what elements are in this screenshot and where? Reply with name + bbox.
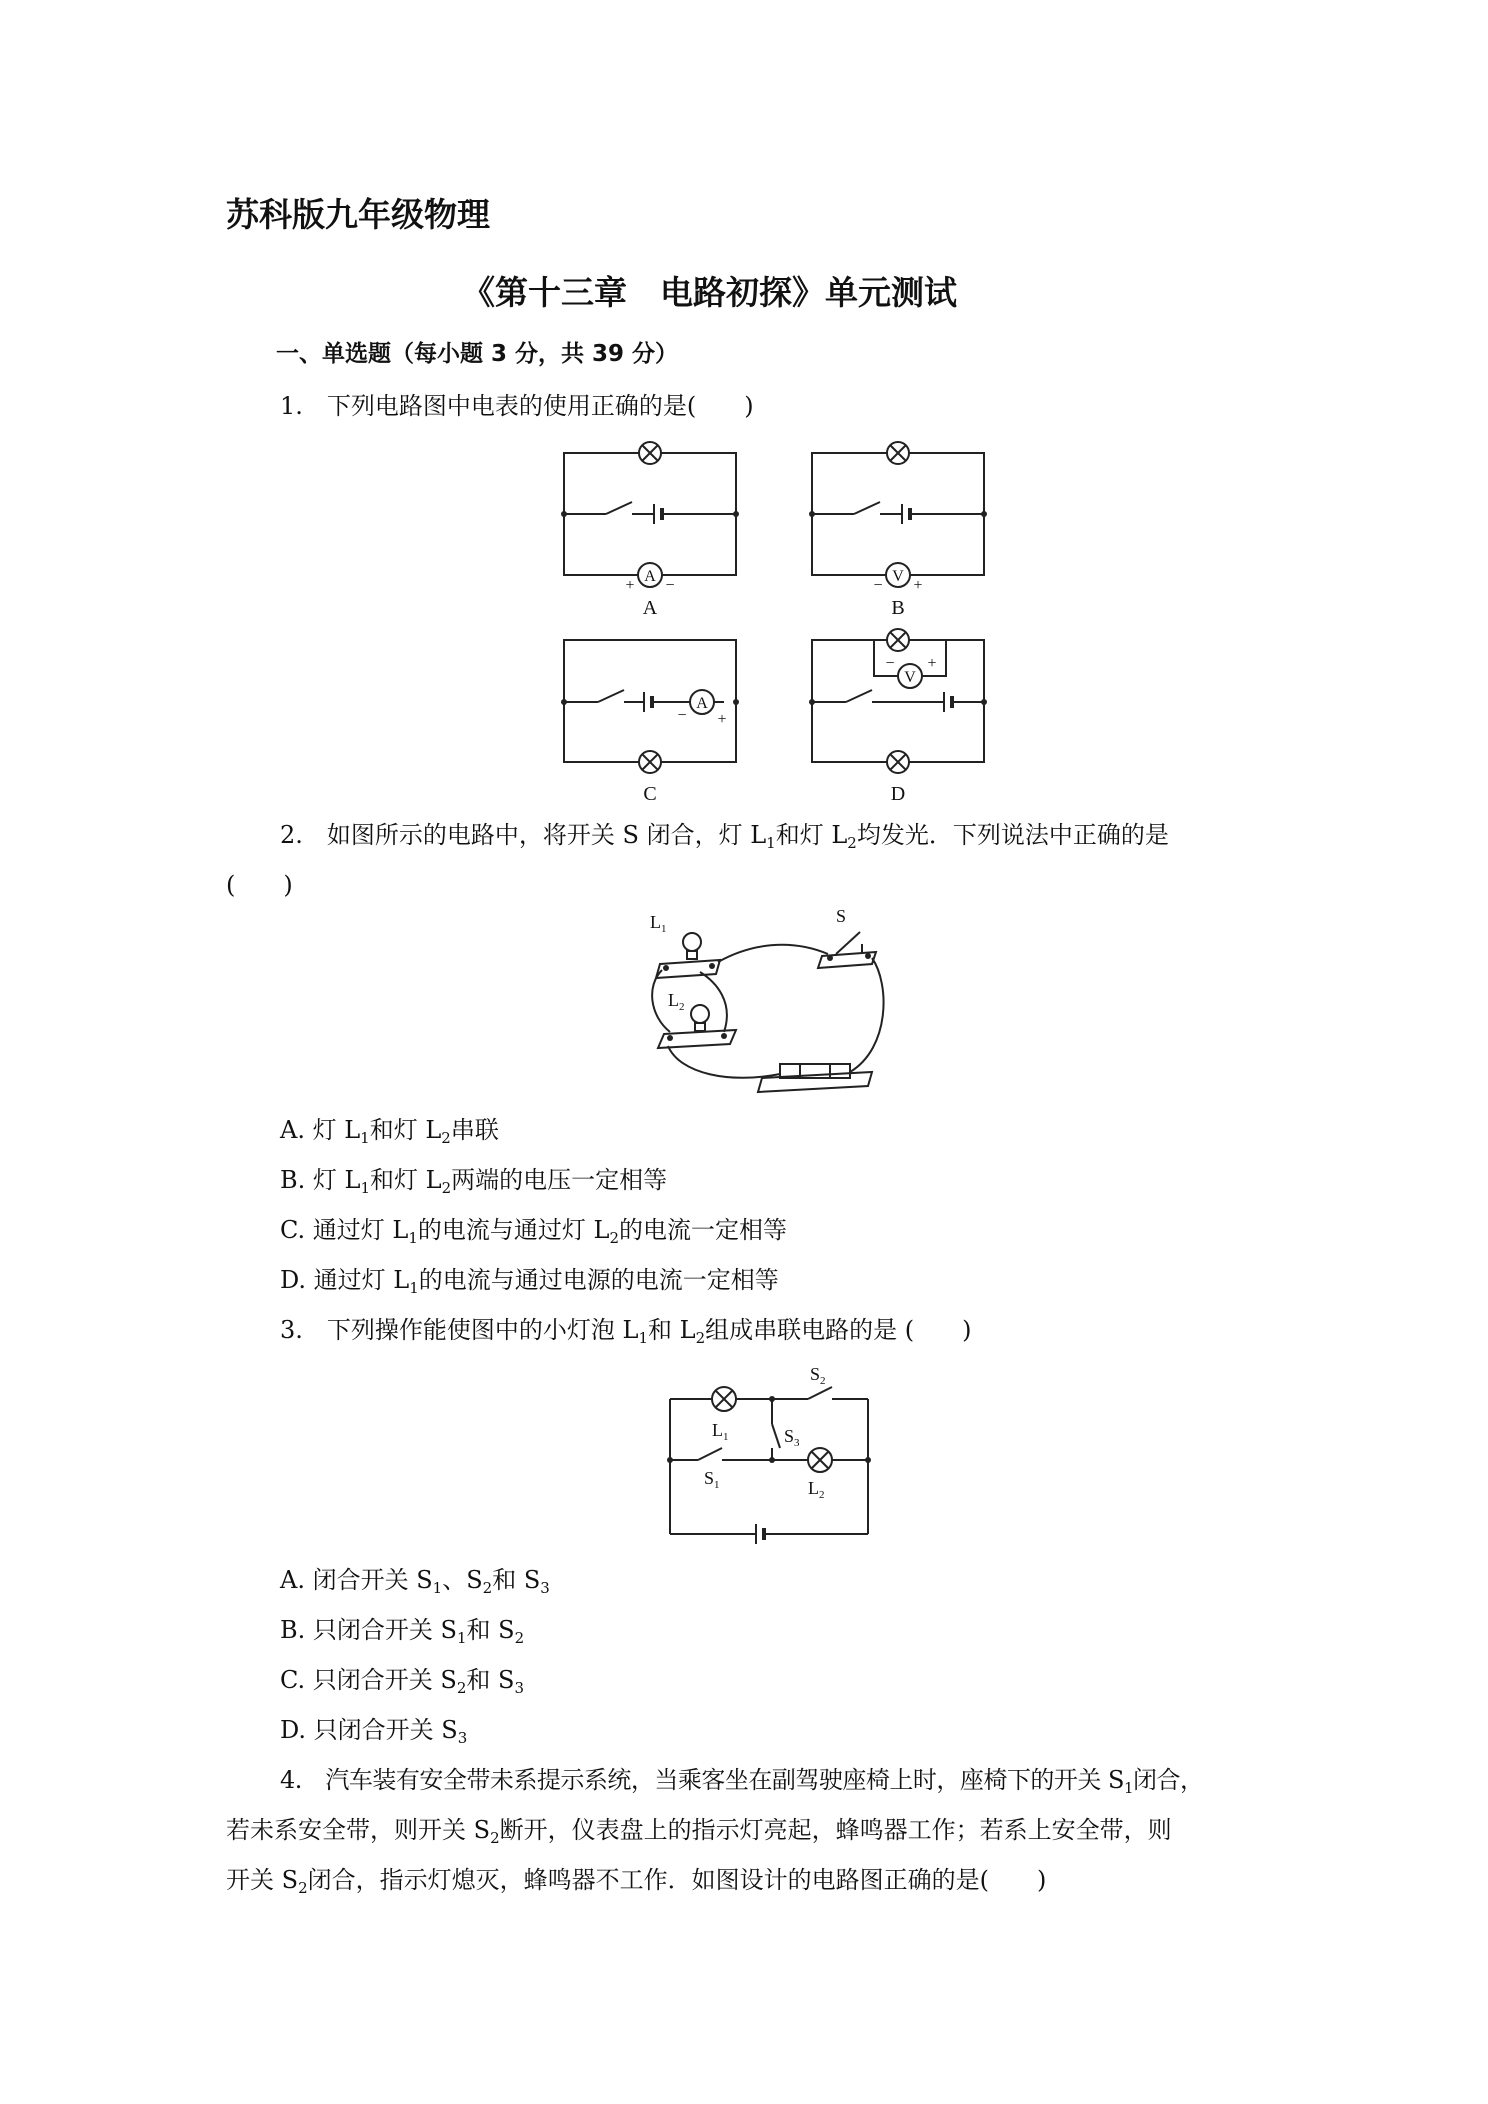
q2-fig-label-s: S (836, 906, 847, 926)
q1-c-minus: − (677, 707, 687, 724)
q2-option-a[interactable]: A. 灯 $L_1$和灯 $L_2$串联 (280, 1116, 499, 1147)
q1-a-plus: + (625, 577, 635, 594)
q1-ammeter-c-label: A (696, 695, 708, 712)
q3-fig-label-l2: L (808, 1478, 819, 1498)
q3-option-a[interactable]: A. 闭合开关 $S_1$、$S_2$和 $S_3$ (280, 1566, 550, 1597)
q2-stem-answer-blank: ( ) (226, 871, 293, 899)
q1-voltmeter-b-label: V (892, 568, 904, 585)
q1-a-minus: − (665, 577, 675, 594)
q3-fig-label-s1-sub: 1 (714, 1479, 720, 1491)
q1-b-plus: + (913, 577, 923, 594)
q1-d-minus: − (885, 655, 895, 672)
q3-fig-label-s2: S (810, 1364, 821, 1384)
q3-stem: 3. 下列操作能使图中的小灯泡 $L_1$和 $L_2$组成串联电路的是 ( ) (280, 1316, 972, 1347)
q2-option-c[interactable]: C. 通过灯 $L_1$的电流与通过灯 $L_2$的电流一定相等 (280, 1216, 788, 1247)
q2-fig-label-l1-sub: 1 (661, 923, 667, 935)
q4-stem-line1: 4. 汽车装有安全带未系提示系统，当乘客坐在副驾驶座椅上时，座椅下的开关 $S_1$闭合， (280, 1766, 1204, 1797)
q2-fig-label-l2: L (668, 990, 679, 1010)
q3-fig-label-s1: S (704, 1468, 715, 1488)
q3-option-b[interactable]: B. 只闭合开关 $S_1$和 $S_2$ (280, 1616, 525, 1647)
q3-fig-label-l2-sub: 2 (819, 1489, 825, 1501)
q1-diagram-label-d: D (890, 783, 906, 805)
q3-option-c[interactable]: C. 只闭合开关 $S_2$和 $S_3$ (280, 1666, 525, 1697)
section-heading: 一、单选题（每小题 3 分，共 39 分） (276, 341, 679, 367)
q1-diagram-label-b: B (891, 597, 905, 619)
q2-physical-circuit (640, 898, 910, 1098)
q1-d-plus: + (927, 655, 937, 672)
q2-stem: 2. 如图所示的电路中，将开关 S 闭合，灯 $L_1$和灯 $L_2$均发光．下列说法中正确的是 (280, 821, 1169, 852)
q3-fig-label-s3: S (784, 1426, 795, 1446)
q1-b-minus: − (873, 577, 883, 594)
q4-stem-line3: 开关 $S_2$闭合，指示灯熄灭，蜂鸣器不工作．如图设计的电路图正确的是( ) (226, 1866, 1047, 1897)
q2-fig-label-l2-sub: 2 (679, 1001, 685, 1013)
q1-voltmeter-d-label: V (904, 669, 916, 686)
test-title: 《第十三章 电路初探》单元测试 (462, 273, 957, 312)
q3-fig-label-l1-sub: 1 (723, 1431, 729, 1443)
q1-diagram-label-a: A (642, 597, 658, 619)
q3-fig-label-l1: L (712, 1420, 723, 1440)
q2-fig-label-l1: L (650, 912, 661, 932)
subject-heading: 苏科版九年级物理 (226, 195, 490, 234)
q1-stem: 1. 下列电路图中电表的使用正确的是( ) (280, 392, 754, 420)
q2-option-d[interactable]: D. 通过灯 $L_1$的电流与通过电源的电流一定相等 (280, 1266, 779, 1297)
q3-fig-label-s2-sub: 2 (820, 1375, 826, 1387)
q3-circuit-diagram (660, 1356, 880, 1550)
q1-circuit-diagrams (540, 430, 1020, 810)
q3-option-d[interactable]: D. 只闭合开关 $S_3$ (280, 1716, 468, 1747)
q2-option-b[interactable]: B. 灯 $L_1$和灯 $L_2$两端的电压一定相等 (280, 1166, 668, 1197)
q1-c-plus: + (717, 711, 727, 728)
q1-diagram-label-c: C (643, 783, 657, 805)
q4-stem-line2: 若未系安全带，则开关 $S_2$断开，仪表盘上的指示灯亮起，蜂鸣器工作；若系上安全带，则 (226, 1816, 1172, 1847)
q1-ammeter-a-label: A (644, 568, 656, 585)
q3-fig-label-s3-sub: 3 (794, 1437, 800, 1449)
